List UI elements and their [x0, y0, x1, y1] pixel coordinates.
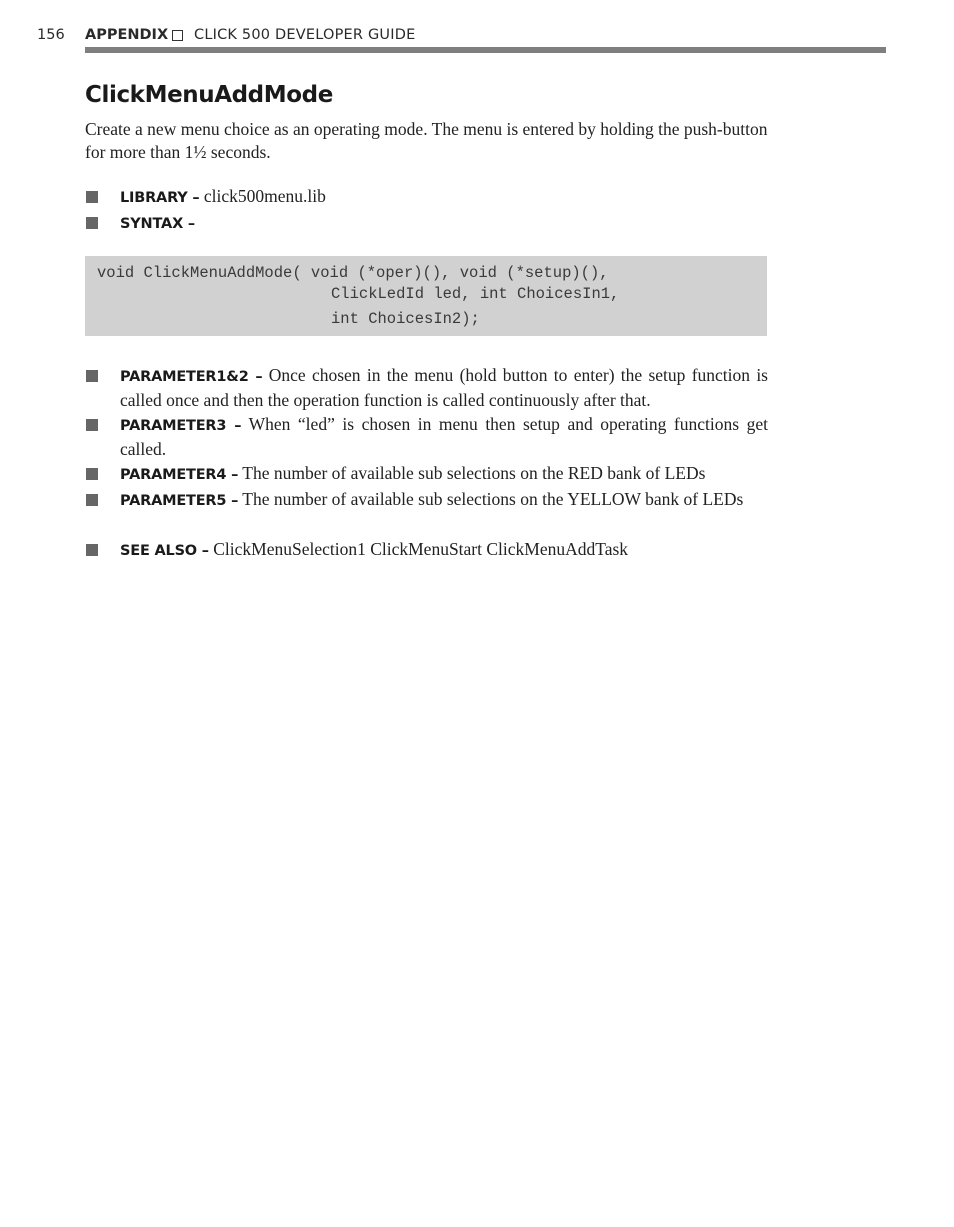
see-also-item [86, 538, 768, 563]
bullet-square-icon [86, 468, 98, 480]
parameter-label: PARAMETER3 – [120, 418, 242, 434]
code-line: int ChoicesIn2); [331, 310, 480, 328]
parameter-text: The number of available sub selections on the YELLOW bank of LEDs [238, 489, 744, 509]
code-line: void ClickMenuAddMode( void (*oper)(), void (*setup)(), [97, 264, 609, 282]
bullet-square-icon [86, 494, 98, 506]
page-title: ClickMenuAddMode [85, 82, 333, 108]
intro-paragraph: Create a new menu choice as an operating mode. The menu is entered by holding the push-button for more than 1½ seconds. [85, 119, 768, 162]
header-rule [85, 47, 886, 53]
header-section: APPENDIX [85, 27, 169, 43]
running-header [37, 24, 887, 48]
parameter-label: PARAMETER5 – [120, 493, 239, 509]
library-label: LIBRARY – [120, 190, 200, 206]
bullet-square-icon [86, 191, 98, 203]
see-also-label: SEE ALSO – [120, 543, 209, 559]
parameter-item [86, 462, 768, 487]
bullet-square-icon [86, 544, 98, 556]
bullet-square-icon [86, 217, 98, 229]
bullet-square-icon [86, 370, 98, 382]
parameter-text: Once chosen in the menu (hold button to enter) the setup function is called once and then the operation function is called continuously after that. [120, 365, 768, 410]
header-separator-box-icon [172, 30, 183, 41]
parameter-item [86, 488, 768, 513]
code-line: ClickLedId led, int ChoicesIn1, [331, 285, 620, 303]
parameter-item [86, 364, 768, 412]
header-guide-title: CLICK 500 DEVELOPER GUIDE [194, 27, 416, 43]
library-value: click500menu.lib [199, 186, 326, 206]
parameter-text: When “led” is chosen in menu then setup and operating functions get called. [120, 414, 768, 459]
library-item [86, 185, 768, 210]
see-also-text: ClickMenuSelection1 ClickMenuStart ClickMenuAddTask [208, 539, 629, 559]
syntax-item [86, 211, 768, 236]
syntax-code-block [85, 256, 767, 336]
parameter-item [86, 413, 768, 461]
bullet-square-icon [86, 419, 98, 431]
syntax-label: SYNTAX – [120, 216, 195, 232]
parameter-label: PARAMETER4 – [120, 467, 239, 483]
page-number: 156 [37, 27, 65, 43]
parameter-text: The number of available sub selections on the RED bank of LEDs [238, 463, 706, 483]
parameter-label: PARAMETER1&2 – [120, 369, 263, 385]
